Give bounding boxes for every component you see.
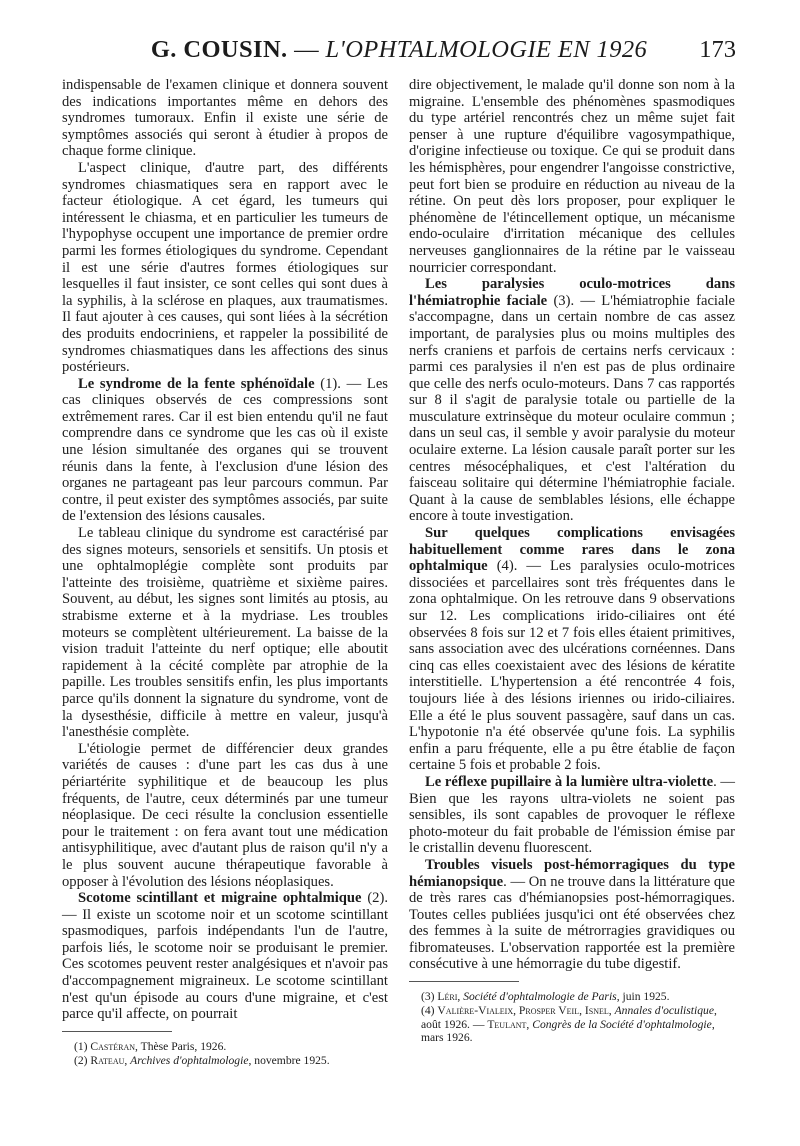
paragraph-text: . — Bien que les rayons ultra-violets ne soient pas sensibles, ils sont capables de provoquer le réflexe photo-moteur du fait probable de l'émission émise par le cristallin devenu fluorescent. xyxy=(409,773,735,857)
section-heading: Troubles visuels post-hémorragiques du type hémianopsique xyxy=(409,856,735,890)
footnote xyxy=(62,1040,388,1053)
footnote-author: Castéran xyxy=(90,1039,136,1053)
paragraph: indispensable de l'examen clinique et donnera souvent des indications importantes même en dehors des syndromes tumoraux. Enfin il existe une série de symptômes associés qui seront à étudier à propos de chaque forme clinique. xyxy=(62,77,388,160)
paragraph-text: . — On ne trouve dans la littérature que de très rares cas d'hémianopsies post-hémorragiques. Toutes celles publiées jusqu'ici ont été observées chez des femmes à la suite de métrorragies gravidiques ou fibromateuses. L'observation rapportée est la première consécutive à une hémorragie du tube digestif. xyxy=(409,873,735,973)
footnote-text: , août 1926. — xyxy=(421,1004,717,1031)
paragraph-text: (4). — Les paralysies oculo-motrices dissociées et parcellaires sont très fréquentes dans le zona ophtalmique. On les retrouve dans 9 observations sur 12. Les complications irido-ciliaires ont été observées 8 fois sur 12 et 7 fois elles étaient primitives, sans association avec des ulcérations cornéennes. Dans cinq cas elles coexistaient avec des lésions de kératite interstitielle. L'hypertension a été rencontrée 4 fois, toujours liée à des lésions iriennes ou irido-ciliaires. Elle a été le plus souvent passagère, sauf dans un cas. L'hypotonie n'a été observée qu'une fois. La syphilis enfin a paru fréquente, elle a pu être établie de façon certaine 5 fois et probable 2 fois. xyxy=(409,558,735,774)
section-heading: Les paralysies oculo-motrices dans l'hémiatrophie faciale xyxy=(409,276,735,309)
footnote-text: , Thèse Paris, 1926. xyxy=(135,1039,227,1053)
section-heading: Le réflexe pupillaire à la lumière ultra-violette xyxy=(425,773,714,790)
paragraph xyxy=(409,276,735,525)
footnote-author: Léri xyxy=(437,990,458,1004)
header-dash: — xyxy=(287,36,326,63)
paragraph-text: (3). — L'hémiatrophie faciale s'accompagne, dans un certain nombre de cas assez important, de paralysies plus ou moins multiples des nerfs craniens et parfois de certains nerfs cervicaux : parmi ces paralysies il n'en est pas de plus ordinaire que celle des nerfs oculo-moteurs. Dans 7 cas rapportés sur 8 il s'agit de paralysie totale ou partielle de la musculature extrinsèque du moteur oculaire commun ; dans un seul cas, il semble y avoir paralysie du moteur oculaire externe. La lésion causale paraît porter sur les centres mésocéphaliques, et c'est l'altération du faisceau solitaire qui détermine l'hémiatrophie faciale. Quant à la cause de semblables lésions, elle échappe encore à toute investigation. xyxy=(409,292,735,525)
paragraph: L'étiologie permet de différencier deux grandes variétés de causes : d'une part les cas dus à une périartérite syphilitique et de beaucoup les plus fréquents, de l'autre, ceux déterminés par une tumeur néoplasique. De ceci résulte la conclusion essentielle pour le traitement : on fera avant tout une médication antisyphilitique, avec d'autant plus de raison qu'il n'y a le plus souvent aucune thérapeutique favorable à opposer à l'évolution des lésions néoplasiques. xyxy=(62,740,388,890)
right-column xyxy=(409,77,735,1046)
footnote-author: Rateau xyxy=(90,1054,125,1068)
paragraph-text: (1). — Les cas cliniques observés de ces compressions sont extrêmement rares. Car il est bien entendu qu'il ne faut comprendre dans ce syndrome que les cas où il existe une lésion simultanée des organes qui se trouvent réunis dans la fente, à l'exclusion d'une lésion des organes ne partageant pas leur parcours commun. Par contre, il peut exister des symptômes associés, par suite de l'extension des lésions causales. xyxy=(62,375,388,525)
paragraph xyxy=(62,890,388,1023)
footnote-number: (4) xyxy=(421,1004,438,1018)
header-title xyxy=(62,36,736,64)
header-author: G. COUSIN. xyxy=(150,36,288,63)
footnote-author: Teulant xyxy=(487,1017,527,1031)
paragraph-text: (2). — Il existe un scotome noir et un scotome scintillant spasmodiques, parfois indépendants l'un de l'autre, parfois liés, le scotome noir se produisant le premier. Ces scotomes peuvent rester analgésiques et n'avoir pas d'accompagnement migraineux. Le scotome scintillant n'est qu'un épisode au cours d'une migraine, et c'est parce qu'il affecte, on pourrait xyxy=(62,890,388,1023)
paragraph xyxy=(409,774,735,857)
footnotes xyxy=(62,1040,388,1068)
footnote-title: Congrès de la Société d'ophtalmologie xyxy=(532,1017,712,1031)
footnote: (2) Rateau, Archives d'ophtalmologie, novembre 1925. xyxy=(74,1054,330,1068)
section-heading: Le syndrome de la fente sphénoïdale xyxy=(78,375,315,392)
footnote-text: , mars 1926. xyxy=(421,1017,715,1045)
page-number: 173 xyxy=(699,36,736,63)
paragraph xyxy=(409,525,735,774)
footnote-title: Annales d'oculistique xyxy=(614,1004,714,1018)
section-heading: Sur quelques complications envisagées habituellement comme rares dans le zona ophtalmique xyxy=(409,525,735,575)
footnote-rule xyxy=(409,981,519,982)
paragraph xyxy=(62,376,388,525)
footnote-rule xyxy=(62,1031,172,1032)
footnote-text: , novembre 1925. xyxy=(248,1054,330,1068)
footnote-author: Valière-Vialeix, Prosper Veil, Isnel xyxy=(437,1004,609,1018)
running-header xyxy=(62,36,736,72)
footnotes xyxy=(409,990,735,1045)
footnote: (3) Léri, Société d'ophtalmologie de Paris, juin 1925. xyxy=(421,990,670,1004)
footnote-number: (3) xyxy=(421,990,438,1004)
footnote: (4) Valière-Vialeix, Prosper Veil, Isnel, Annales d'oculistique, août 1926. — Teulant, Congrès de la Société d'ophtalmologie, mars 1926. xyxy=(421,1004,717,1045)
section-heading: Scotome scintillant et migraine ophtalmique xyxy=(78,890,362,907)
footnote-text: , juin 1925. xyxy=(616,990,670,1004)
header-journal: L'OPHTALMOLOGIE EN 1926 xyxy=(325,36,648,63)
footnote-title: Société d'ophtalmologie de Paris xyxy=(463,990,617,1004)
paragraph: dire objectivement, le malade qu'il donne son nom à la migraine. L'ensemble des phénomènes spasmodiques du type artériel rencontrés chez un même sujet fait penser à une rupture d'équilibre vagosympathique, d'origine infectieuse ou toxique. Ce qui se produit dans les hémisphères, pour engendrer l'angoisse constrictive, peut fort bien se produire en réduction au niveau de la rétine. On peut dès lors proposer, pour expliquer le phénomène de l'étincellement optique, un mécanisme endo-oculaire d'irritation mécanique des cellules nerveuses ganglionnaires de la rétine par le vaisseau nourricier correspondant. xyxy=(409,77,735,276)
footnote-title: Archives d'ophtalmologie xyxy=(130,1054,249,1068)
paragraph: L'aspect clinique, d'autre part, des différents syndromes chiasmatiques sera en rapport avec le facteur étiologique. A cet égard, les tumeurs qui intéressent le chiasma, et en particulier les tumeurs de l'hypophyse occupent une importance de premier ordre parmi les formes étiologiques du syndrome. Cependant il est une série d'autres formes étiologiques sur lesquelles il faut insister, ce sont celles qui sont dues à la syphilis, à la sclérose en plaques, aux traumatismes. Il faut ajouter à ces causes, qui sont liées à la sécrétion des produits endocriniens, et rappeler la possibilité de syndromes chiasmatiques dans les affections des sinus postérieurs. xyxy=(62,159,388,376)
paragraph: Le tableau clinique du syndrome est caractérisé par des signes moteurs, sensoriels et sensitifs. Un ptosis et une ophtalmoplégie complète sont produits par l'atteinte des troisième, quatrième et sixième paires. Souvent, au début, les signes sont limités au ptosis, au strabisme externe et à la mydriase. Les troubles moteurs se complètent ultérieurement. La baisse de la vision traduit l'atteinte du nerf optique; elle aboutit rapidement à la cécité complète par atrophie de la papille. Les troubles sensitifs enfin, les plus importants parce qu'ils donnent la signature du syndrome, vont de la dysesthésie, difficile à mettre en valeur, jusqu'à l'anesthésie complète. xyxy=(62,525,388,741)
footnote-number: (1) xyxy=(74,1039,91,1053)
paragraph xyxy=(409,857,735,973)
left-column xyxy=(62,77,388,1069)
footnote-number: (2) xyxy=(74,1054,91,1068)
